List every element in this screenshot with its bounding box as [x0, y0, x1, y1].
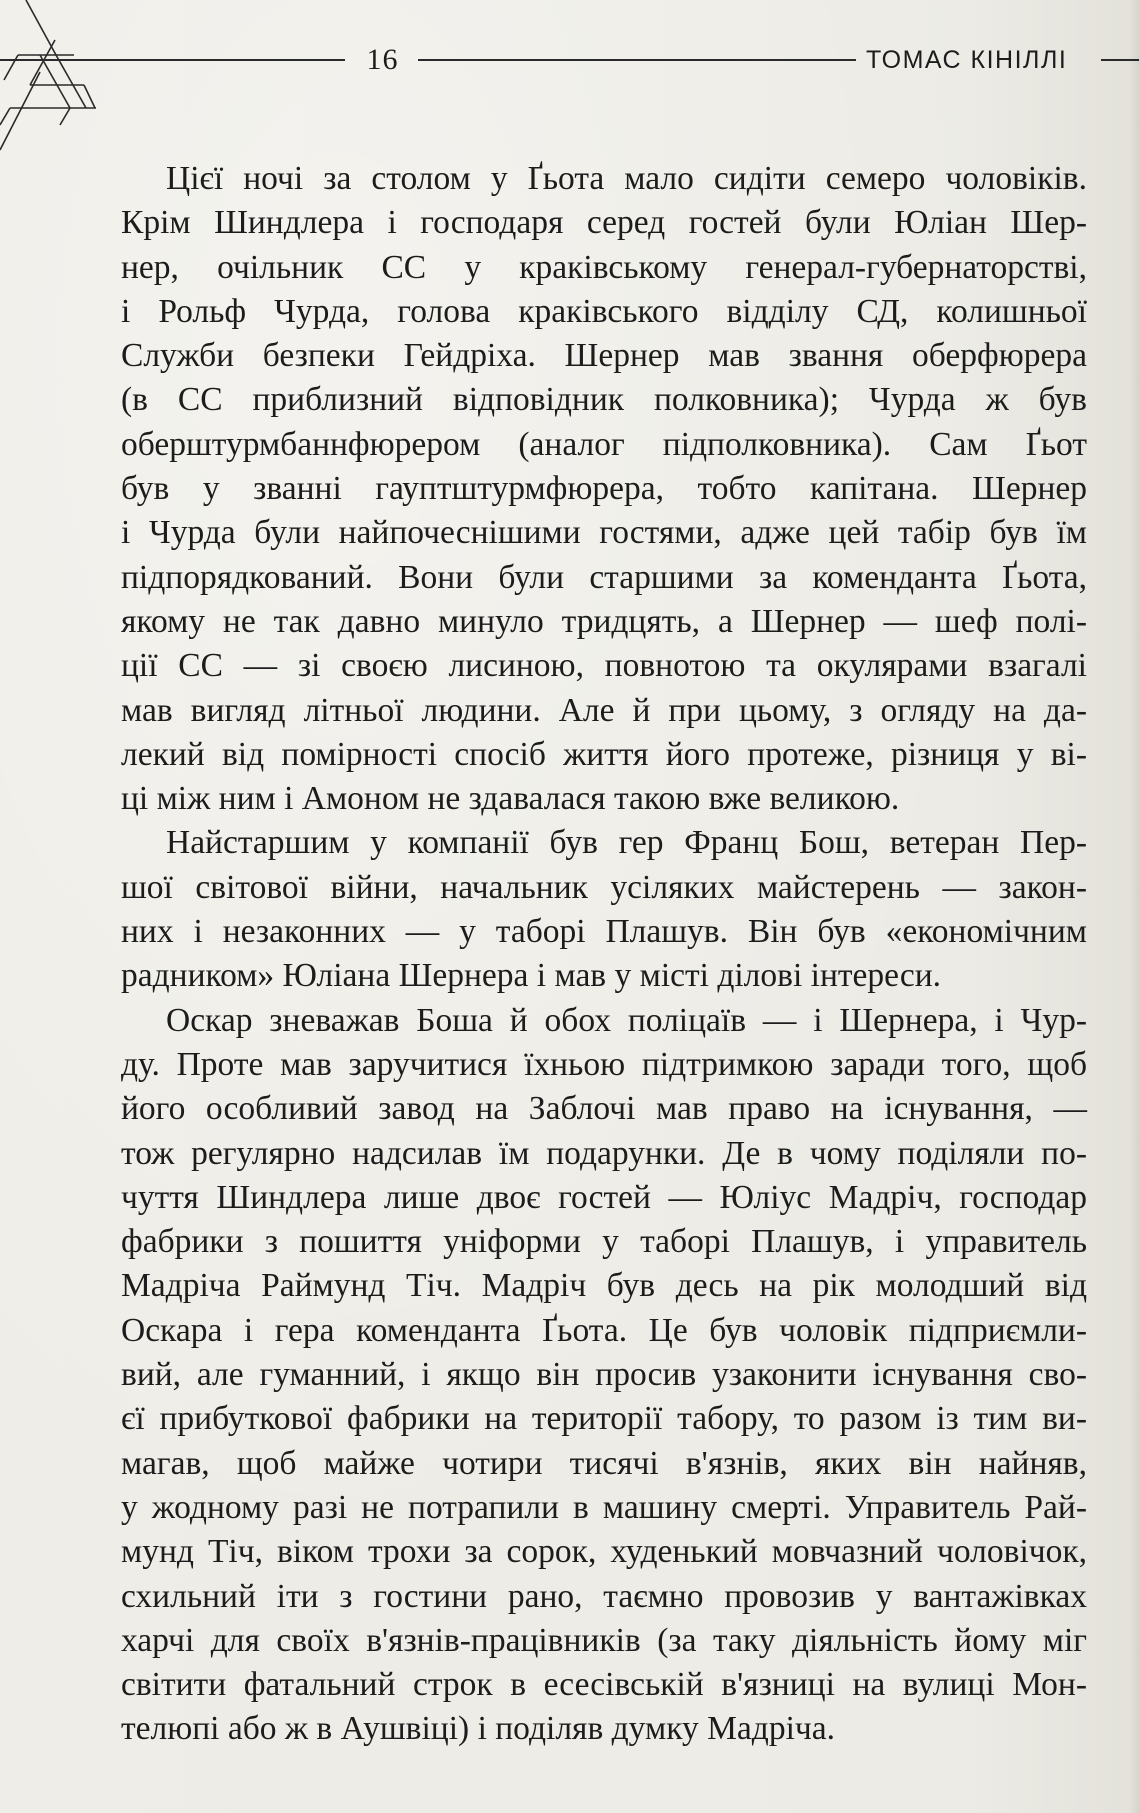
text-line: них і незаконних — у таборі Плашув. Він був «економічним: [121, 913, 1087, 951]
text-line: магав, щоб майже чотири тисячі в'язнів, яких він найняв,: [121, 1444, 1087, 1482]
text-line: Цієї ночі за столом у Ґьота мало сидіти семеро чоловіків.: [166, 160, 1087, 197]
text-line: ці між ним і Амоном не здавалася такою вже великою.: [121, 780, 900, 818]
text-line: харчі для своїх в'язнів-працівників (за таку діяльність йому міг: [121, 1621, 1087, 1659]
text-line: підпорядкований. Вони були старшими за коменданта Ґьота,: [121, 558, 1087, 596]
text-line: і Чурда були найпочеснішими гостями, адже цей табір був їм: [121, 514, 1087, 552]
text-line: мав вигляд літньої людини. Але й при цьому, з огляду на да-: [121, 691, 1087, 729]
text-line: шої світової війни, начальник усіляких майстерень — закон-: [121, 868, 1087, 906]
text-line: ції СС — зі своєю лисиною, повнотою та окулярами взагалі: [121, 647, 1087, 685]
header-rule-middle: [418, 59, 856, 61]
text-line: і Рольф Чурда, голова краківського відділу СД, колишньої: [121, 292, 1087, 330]
text-line: вий, але гуманний, і якщо він просив узаконити існування сво-: [121, 1356, 1087, 1394]
text-line: єї прибуткової фабрики на території табору, то разом із тим ви-: [121, 1400, 1087, 1438]
text-line: Оскар зневажав Боша й обох поліцаїв — і Шернера, і Чур-: [166, 1001, 1087, 1039]
body-text: [121, 157, 1087, 1752]
text-line: тож регулярно надсилав їм подарунки. Де в чому поділяли по-: [121, 1134, 1087, 1172]
text-line: світити фатальний строк в есесівській в'язниці на вулиці Мон-: [121, 1666, 1087, 1704]
text-line: (в СС приблизний відповідник полковника); Чурда ж був: [121, 381, 1087, 419]
text-line: лекий від помірності спосіб життя його протеже, різниця у ві-: [121, 735, 1087, 773]
page-edge-shadow: [1129, 0, 1139, 1813]
text-line: Оскара і гера коменданта Ґьота. Це був чоловік підприємли-: [121, 1311, 1087, 1349]
text-line: оберштурмбаннфюрером (аналог підполковника). Сам Ґьот: [121, 425, 1087, 463]
text-line: мунд Тіч, віком трохи за сорок, худенький мовчазний чоловічок,: [121, 1533, 1087, 1571]
page-number: 16: [366, 43, 399, 76]
text-line: нер, очільник СС у краківському генерал-губернаторстві,: [121, 248, 1087, 286]
star-ornament-icon: [0, 0, 120, 170]
text-line: Крім Шиндлера і господаря серед гостей були Юліан Шер-: [121, 204, 1087, 242]
text-line: фабрики з пошиття уніформи у таборі Плашув, і управитель: [121, 1223, 1087, 1261]
header-rule-left: [0, 59, 345, 61]
text-line: був у званні гауптштурмфюрера, тобто капітана. Шернер: [121, 470, 1087, 508]
text-line: у жодному разі не потрапили в машину смерті. Управитель Рай-: [121, 1488, 1087, 1526]
text-line: якому не так давно минуло тридцять, а Шернер — шеф полі-: [121, 602, 1087, 640]
text-line: чуття Шиндлера лише двоє гостей — Юліус Мадріч, господар: [121, 1178, 1087, 1216]
text-line: Мадріча Раймунд Тіч. Мадріч був десь на рік молодший від: [121, 1267, 1087, 1305]
text-line: його особливий завод на Заблочі мав право на існування, —: [121, 1090, 1087, 1128]
text-line: телюпі або ж в Аушвіці) і поділяв думку Мадріча.: [121, 1710, 835, 1748]
running-head-author: ТОМАС КІНІЛЛІ: [866, 46, 1068, 74]
text-line: радником» Юліана Шернера і мав у місті ділові інтереси.: [121, 957, 942, 995]
text-line: Найстаршим у компанії був гер Франц Бош, ветеран Пер-: [166, 824, 1087, 862]
text-line: Служби безпеки Гейдріха. Шернер мав звання оберфюрера: [121, 337, 1087, 375]
text-line: схильний іти з гостини рано, таємно провозив у вантажівках: [121, 1577, 1087, 1615]
text-line: ду. Проте мав заручитися їхньою підтримкою заради того, щоб: [121, 1045, 1087, 1083]
running-header: [0, 42, 1139, 78]
